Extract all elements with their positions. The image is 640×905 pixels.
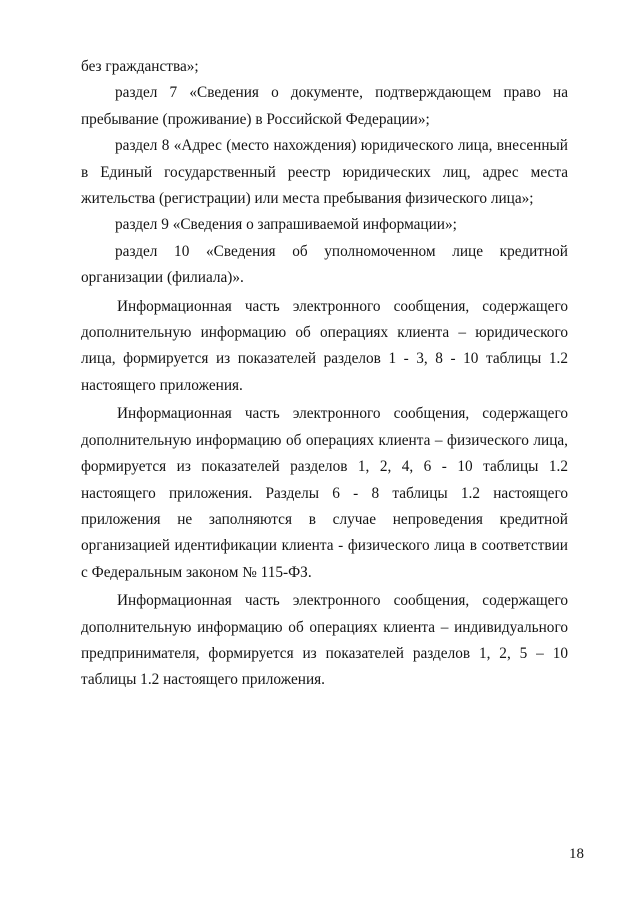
page-number: 18 bbox=[569, 846, 584, 862]
paragraph-legal-entity: Информационная часть электронного сообщения, содержащего дополнительную информацию об операциях клиента – юридического лица, формируется из показателей разделов 1 - 3, 8 - 10 таблицы 1.2 настоящего приложения. bbox=[81, 297, 568, 394]
paragraph-section-7: раздел 7 «Сведения о документе, подтверждающем право на пребывание (проживание) в Российской Федерации»; bbox=[81, 84, 568, 128]
paragraph-section-8: раздел 8 «Адрес (место нахождения) юридического лица, внесенный в Единый государственный реестр юридических лиц, адрес места жительства (регистрации) или места пребывания физического лица»; bbox=[81, 137, 568, 208]
paragraph-individual: Информационная часть электронного сообщения, содержащего дополнительную информацию об операциях клиента – физического лица, формируется из показателей разделов 1, 2, 4, 6 - 10 таблицы 1.2 настоящего приложения. Разделы 6 - 8 таблицы 1.2 настоящего приложения не заполняются в случае непроведения кредитной организацией идентификации клиента - физического лица в соответствии с Федеральным законом № 115-ФЗ. bbox=[81, 405, 568, 581]
paragraph-section-10: раздел 10 «Сведения об уполномоченном лице кредитной организации (филиала)». bbox=[81, 242, 568, 287]
paragraph-continuation: без гражданства»; bbox=[81, 58, 199, 75]
paragraph-entrepreneur: Информационная часть электронного сообщения, содержащего дополнительную информацию об операциях клиента – индивидуального предпринимателя, формируется из показателей разделов 1, 2, 5 – 10 таблицы 1.2 настоящего приложения. bbox=[81, 592, 568, 689]
body-text bbox=[81, 54, 568, 694]
paragraph-section-9: раздел 9 «Сведения о запрашиваемой информации»; bbox=[115, 216, 457, 234]
